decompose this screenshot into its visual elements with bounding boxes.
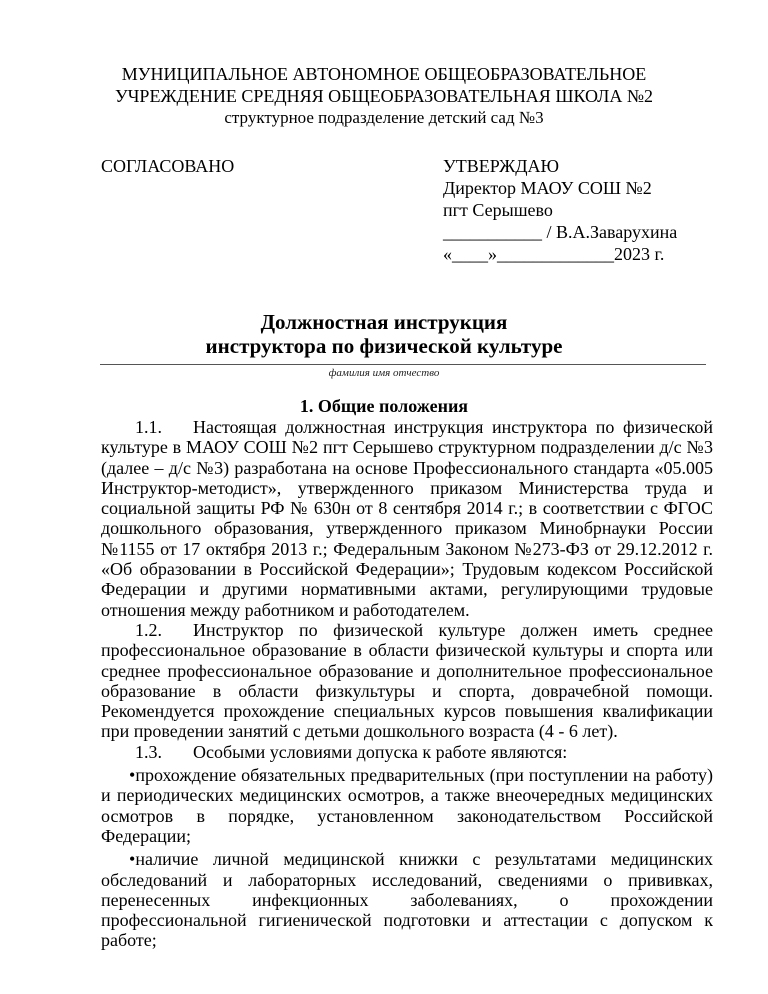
org-subdivision: структурное подразделение детский сад №3 (224, 108, 544, 127)
approver-position: Директор МАОУ СОШ №2 (443, 178, 652, 198)
paragraph-number: 1.1. (135, 417, 162, 437)
approver-place: пгт Серышево (443, 200, 553, 220)
date-line: «____»_____________2023 г. (443, 244, 665, 264)
org-name-line-1: МУНИЦИПАЛЬНОЕ АВТОНОМНОЕ ОБЩЕОБРАЗОВАТЕЛЬНОЕ (121, 64, 647, 84)
document-title (0, 310, 768, 358)
approve-label: УТВЕРЖДАЮ (443, 156, 560, 176)
approval-stamp (443, 155, 677, 265)
signature-line: ___________ / В.А.Заварухина (443, 222, 678, 242)
fio-caption: фамилия имя отчество (328, 367, 440, 379)
paragraph-text: Настоящая должностная инструкция инструктора по физической культуре в МАОУ СОШ №2 пгт Серышево структурном подразделении д/с №3 (далее – д/с №3) разработана на основе Профессионального стандарта «05.005 Инструктор-методист», утвержденного приказом Министерства труда и социальной защиты РФ № 630н от 8 сентября 2014 г.; в соответствии с ФГОС дошкольного образования, утвержденного приказом Минобрнауки России №1155 от 17 октября 2013 г.; Федеральным Законом №273-ФЗ от 29.12.2012 г. «Об образовании в Российской Федерации»; Трудовым кодексом Российской Федерации и другими нормативными актами, регулирующими трудовые отношения между работником и работодателем. (101, 417, 713, 620)
paragraph-text: Особыми условиями допуска к работе являются: (193, 741, 568, 762)
bullet-icon: • (129, 849, 136, 870)
paragraph-1-2 (101, 620, 713, 742)
list-item (101, 765, 713, 846)
fio-underline (100, 364, 706, 365)
paragraph-number: 1.3. (135, 741, 162, 762)
list-item-text: прохождение обязательных предварительных (при поступлении на работу) и периодических медицинских осмотров, а также внеочередных медицинских осмотров в порядке, установленном законодательством Российской Федерации; (101, 765, 713, 846)
section-body (101, 417, 713, 951)
org-name-line-2: УЧРЕЖДЕНИЕ СРЕДНЯЯ ОБЩЕОБРАЗОВАТЕЛЬНАЯ ШКОЛА №2 (114, 86, 654, 106)
title-line-1: Должностная инструкция (260, 310, 508, 334)
paragraph-text: Инструктор по физической культуре должен иметь среднее профессиональное образование в области физической культуры и спорта или среднее профессиональное образование и дополнительное профессиональное образование в области физкультуры и спорта, доврачебной помощи. Рекомендуется прохождение специальных курсов повышения квалификации при проведении занятий с детьми дошкольного возраста (4 - 6 лет). (101, 619, 713, 742)
organization-header (0, 63, 768, 129)
bullet-icon: • (129, 765, 136, 786)
paragraph-1-3 (101, 742, 713, 762)
list-item (101, 849, 713, 950)
title-line-2: инструктора по физической культуре (205, 334, 563, 358)
paragraph-1-1 (101, 417, 713, 620)
section-heading: 1. Общие положения (299, 396, 469, 416)
paragraph-number: 1.2. (135, 619, 162, 640)
agreed-stamp: СОГЛАСОВАНО (101, 156, 235, 176)
list-item-text: наличие личной медицинской книжки с результатами медицинских обследований и лабораторных исследований, сведениями о прививках, перенесенных инфекционных заболеваниях, о прохождении профессиональной гигиенической подготовки и аттестации с допуском к работе; (101, 849, 713, 951)
